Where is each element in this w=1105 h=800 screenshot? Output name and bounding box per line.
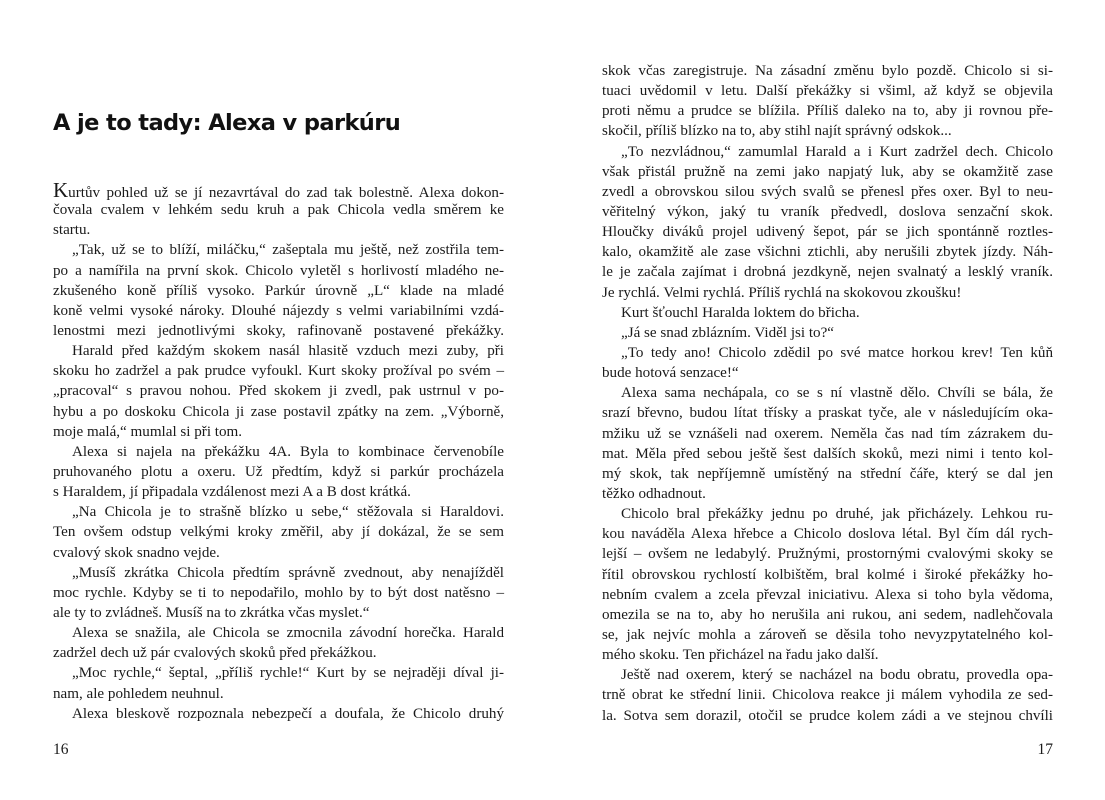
text-line-content: čovala cvalem v lehkém sedu kruh a pak Chicola vedla směrem ke	[53, 202, 504, 219]
text-line	[602, 323, 1053, 343]
text-line	[53, 502, 504, 522]
page-number-left: 16	[53, 741, 69, 758]
text-line-content: koně velmi vysoké nároky. Dlouhé nájezdy s velmi variabilními vzdá-	[53, 302, 504, 319]
text-line-content: skok včas zaregistruje. Na zásadní změnu bylo pozdě. Chicolo si si-	[602, 63, 1053, 79]
text-line-content: Ještě nad oxerem, který se nacházel na bodu obratu, provedla opa-	[621, 667, 1053, 684]
text-line	[53, 341, 504, 361]
text-line	[602, 121, 1053, 141]
text-line-content: Alexa sama nechápala, co se s ní vlastně dělo. Chvíli se bála, že	[621, 385, 1053, 402]
text-line-content: Je rychlá. Velmi rychlá. Příliš rychlá na skokovou zkoušku!	[602, 284, 962, 301]
text-line-content: těžko odhadnout.	[602, 485, 706, 502]
text-line	[53, 704, 504, 724]
text-line	[602, 645, 1053, 665]
text-line-content: lenostmi mezi jednotlivými skoky, rafinovaně postavené překážky.	[53, 322, 504, 339]
text-line-content: urtův pohled už se jí nezavrtával do zad tak bolestně. Alexa dokon-	[68, 185, 504, 201]
text-line	[53, 442, 504, 462]
text-line	[602, 665, 1053, 685]
text-line	[602, 585, 1053, 605]
text-line-content: hybu a po doskoku Chicola ji zase postavil zpátky na zem. „Výborně,	[53, 403, 504, 420]
text-line-content: moje malá,“ mumlal si při tom.	[53, 423, 243, 440]
text-line-content: řítil obrovskou rychlostí kolbištěm, bral kolmé i široké překážky ho-	[602, 566, 1053, 583]
text-line-content: proti němu a prudce se blížila. Příliš daleko na to, aby ji rovnou pře-	[602, 103, 1053, 120]
text-line	[602, 464, 1053, 484]
text-line	[53, 563, 504, 583]
text-line	[602, 363, 1053, 383]
text-line	[53, 643, 504, 663]
text-line	[53, 422, 504, 442]
text-line	[602, 444, 1053, 464]
text-line	[602, 222, 1053, 242]
text-line	[53, 482, 504, 502]
text-line	[602, 242, 1053, 262]
text-line-content: se, jak nejvíc mohla a zároveň se děsila toho nevyzpytatelného kol-	[602, 626, 1053, 643]
text-line-content: „Já se snad zblázním. Viděl jsi to?“	[621, 324, 834, 341]
text-line	[602, 685, 1053, 705]
text-line	[602, 484, 1053, 504]
text-line	[602, 81, 1053, 101]
text-line-content: Kurt šťouchl Haralda loktem do břicha.	[621, 304, 860, 321]
text-line-content: Alexa se snažila, ale Chicola se zmocnila závodní horečka. Harald	[72, 625, 504, 642]
text-line-content: mý skok, tak nepříjemně umístěný na střední čáře, který se dal jen	[602, 465, 1053, 482]
right-page-body	[602, 61, 1053, 726]
text-line-content: bude hotová senzace!“	[602, 365, 739, 382]
text-line	[602, 202, 1053, 222]
text-line	[53, 261, 504, 281]
text-line	[602, 162, 1053, 182]
text-line-content: „pracoval“ s pravou nohou. Před skokem ji zvedl, pak ustrnul v po-	[53, 383, 504, 400]
text-line-content: startu.	[53, 222, 91, 239]
text-line-content: lejší – ovšem ne ledabylý. Pružnými, prostornými cvalovými skoky se	[602, 546, 1053, 563]
text-line-content: „Moc rychle,“ šeptal, „příliš rychle!“ Kurt by se nejraději díval ji-	[72, 665, 504, 682]
text-line	[602, 343, 1053, 363]
text-line	[53, 543, 504, 563]
text-line	[53, 603, 504, 623]
text-line	[53, 321, 504, 341]
text-line-content: le je začala zajímat i drobná jezdkyně, nejen svalnatý a lesklý vraník.	[602, 264, 1053, 281]
text-line-content: po a namířila na první skok. Chicolo vyletěl s horlivostí mladého ne-	[53, 262, 504, 279]
text-line-content: s Haraldem, jí připadala vzdálenost mezi A a B dost krátká.	[53, 484, 411, 501]
text-line-content: zkušeného koně příliš vysoko. Parkúr úrovně „L“ klade na mladé	[53, 282, 504, 299]
text-line	[602, 706, 1053, 726]
text-line	[602, 565, 1053, 585]
text-line	[602, 142, 1053, 162]
text-line-content: skoku ho zadržel a pak prudce vyfoukl. Kurt skoky prožíval po svém –	[53, 363, 504, 380]
text-line	[53, 462, 504, 482]
text-line	[53, 240, 504, 260]
text-line-content: však přistál pružně na zemi jako napjatý luk, aby se okamžitě zase	[602, 163, 1053, 180]
text-line	[602, 504, 1053, 524]
text-line	[602, 182, 1053, 202]
text-line-content: mého skoku. Ten přicházel na řadu jako další.	[602, 647, 879, 664]
text-line	[53, 623, 504, 643]
text-line-content: zvedl a obrovskou silou svých svalů se přenesl přes oxer. Byl to neu-	[602, 183, 1053, 200]
text-line	[53, 200, 504, 220]
page-number-right: 17	[1037, 741, 1053, 758]
text-line	[53, 583, 504, 603]
text-line-content: věřitelný výkon, jaký tu vraník předvedl, doslova senzační skok.	[602, 203, 1053, 220]
text-line-content: „Na Chicola je to strašně blízko u sebe,“ stěžovala si Haraldovi.	[72, 504, 504, 521]
text-line-content: Chicolo bral překážky jednu po druhé, jak přicházely. Lehkou ru-	[621, 506, 1053, 523]
text-line-content: omezila se na to, aby ho nerušila ani rukou, ani sedem, nadlehčovala	[602, 606, 1053, 623]
text-line	[602, 403, 1053, 423]
text-line-content: Ten ovšem odstup velkými kroky změřil, aby jí dokázal, že se sem	[53, 524, 504, 541]
text-line-content: „Musíš zkrátka Chicola předtím správně zvednout, aby nenajížděl	[72, 564, 504, 581]
text-line	[602, 605, 1053, 625]
text-line	[53, 402, 504, 422]
text-line	[602, 101, 1053, 121]
text-line-content: mat. Měla před sebou ještě šest dalších skoků, mezi nimi i tento kol-	[602, 445, 1053, 462]
text-line-content: zadržel dech už pár cvalových skoků před překážkou.	[53, 645, 377, 662]
text-line	[602, 61, 1053, 81]
text-line	[53, 522, 504, 542]
text-line-content: „To tedy ano! Chicolo zdědil po své matce horkou krev! Ten kůň	[621, 344, 1053, 361]
text-line-content: Harald před každým skokem nasál hlasitě vzduch mezi zuby, při	[72, 343, 504, 360]
text-line	[53, 361, 504, 381]
text-line	[602, 383, 1053, 403]
text-line	[53, 301, 504, 321]
text-line-content: Alexa bleskově rozpoznala nebezpečí a doufala, že Chicolo druhý	[72, 705, 504, 722]
text-line-content: „To nezvládnou,“ zamumlal Harald a i Kurt zadržel dech. Chicolo	[621, 143, 1053, 160]
text-line-content: tuaci uvědomil v letu. Další překážky si všiml, až když se objevila	[602, 83, 1053, 100]
text-line-content: skočil, příliš blízko na to, aby stihl najít správný odskok...	[602, 123, 952, 140]
text-line-content: moc rychle. Kdyby se ti to nepodařilo, mohlo by to být dost natěsno –	[53, 584, 504, 601]
text-line-content: nam, ale pohledem neuhnul.	[53, 685, 224, 702]
text-line	[53, 180, 504, 200]
right-page	[553, 0, 1105, 800]
text-line	[53, 381, 504, 401]
text-line-content: srazí břevno, budou lítat třísky a praskat tyče, ale v následujícím oka-	[602, 405, 1053, 422]
text-line	[602, 625, 1053, 645]
text-line	[602, 424, 1053, 444]
text-line-content: la. Sotva sem dorazil, otočil se prudce kolem zádi a ve stejnou chvíli	[602, 707, 1053, 724]
drop-cap: K	[53, 178, 69, 202]
left-page-body	[53, 180, 504, 724]
text-line-content: mžiku už se vznášeli nad oxerem. Neměla čas nad tím zázrakem du-	[602, 425, 1053, 442]
text-line-content: nebním cvalem a zcela převzal iniciativu. Alexa si toho byla vědoma,	[602, 586, 1053, 603]
text-line	[53, 220, 504, 240]
text-line-content: Alexa si najela na překážku 4A. Byla to kombinace červenobíle	[72, 443, 504, 460]
text-line	[602, 544, 1053, 564]
text-line-content: pruhovaného plotu a oxeru. Už předtím, když si parkúr procházela	[53, 463, 504, 480]
text-line-content: „Tak, už se to blíží, miláčku,“ zašeptala mu ještě, než zostřila tem-	[72, 242, 504, 259]
left-page	[0, 0, 552, 800]
chapter-title: A je to tady: Alexa v parkúru	[53, 110, 401, 136]
text-line-content: Hloučky diváků projel udivený šepot, pár se jich spontánně roztles-	[602, 224, 1053, 241]
text-line-content: cvalový skok snadno vejde.	[53, 544, 220, 561]
text-line-content: trně obrat ke střední linii. Chicolova reakce ji málem vyhodila ze sed-	[602, 687, 1053, 704]
text-line	[53, 281, 504, 301]
text-line	[53, 684, 504, 704]
text-line	[602, 524, 1053, 544]
text-line	[602, 303, 1053, 323]
text-line-content: kalo, okamžitě ale zase všichni ztichli, aby nerušili zbytek jízdy. Náh-	[602, 244, 1053, 261]
text-line	[602, 283, 1053, 303]
text-line-content: ale ty to zvládneš. Musíš na to zkrátka včas myslet.“	[53, 604, 370, 621]
text-line	[602, 262, 1053, 282]
text-line	[53, 663, 504, 683]
text-line-content: kou naváděla Alexa hřebce a Chicolo doslova létal. Byl čím dál rych-	[602, 526, 1053, 543]
